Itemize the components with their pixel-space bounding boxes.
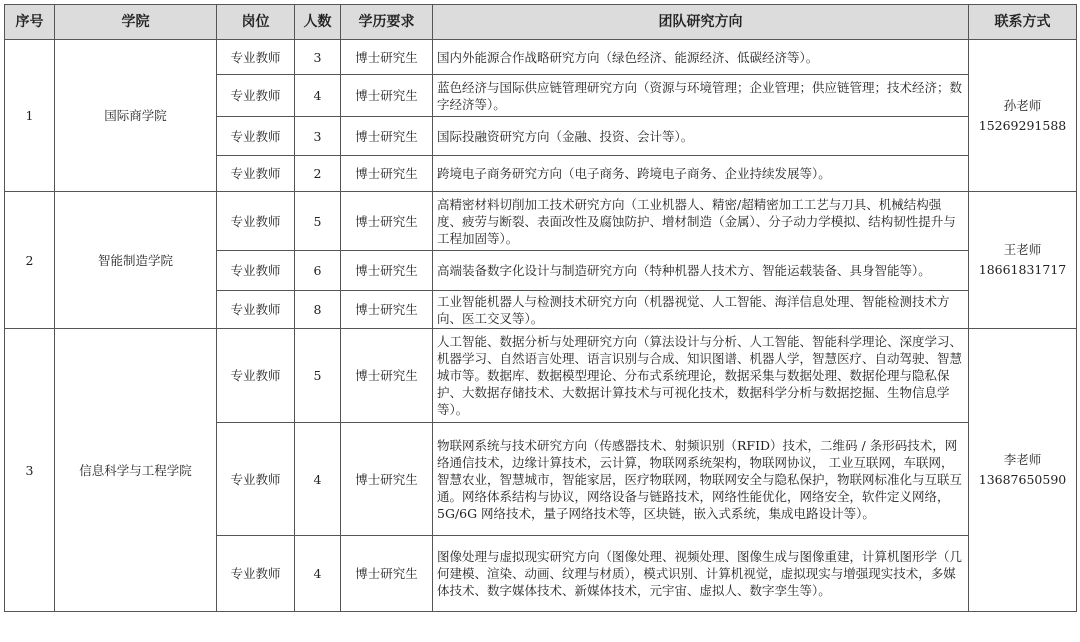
education-cell: 博士研究生 (341, 117, 433, 156)
post-cell: 专业教师 (217, 192, 295, 251)
education-cell: 博士研究生 (341, 536, 433, 612)
count-cell: 2 (295, 156, 341, 192)
education-cell: 博士研究生 (341, 156, 433, 192)
contact-phone: 18661831717 (978, 262, 1067, 277)
seq-cell: 2 (5, 192, 55, 329)
direction-cell: 高端装备数字化设计与制造研究方向（特种机器人技术方、智能运载装备、具身智能等）。 (433, 251, 969, 291)
contact-name: 孙老师 (1003, 97, 1042, 113)
direction-cell: 蓝色经济与国际供应链管理研究方向（资源与环境管理；企业管理；供应链管理；技术经济；数字经济等）。 (433, 75, 969, 117)
direction-cell: 人工智能、数据分析与处理研究方向（算法设计与分析、人工智能、智能科学理论、深度学习、机器学习、自然语言处理、语言识别与合成、知识图谱、机器人学，智慧医疗、自动驾驶、智慧城市等。数据库、数据模型理论、分布式系统理论，数据采集与数据处理、数据伦理与隐私保护、大数据存储技术、大数据计算技术与可视化技术，数据科学分析与数据挖掘、生物信息学等）。 (433, 329, 969, 423)
education-cell: 博士研究生 (341, 291, 433, 329)
header-count: 人数 (295, 5, 341, 40)
college-cell: 信息科学与工程学院 (55, 329, 217, 612)
college-cell: 智能制造学院 (55, 192, 217, 329)
direction-cell: 国际投融资研究方向（金融、投资、会计等）。 (433, 117, 969, 156)
count-cell: 3 (295, 117, 341, 156)
contact-name: 李老师 (1003, 452, 1042, 467)
post-cell: 专业教师 (217, 251, 295, 291)
table-row (5, 40, 1077, 75)
contact-phone: 13687650590 (978, 472, 1067, 487)
header-college: 学院 (55, 5, 217, 40)
post-cell: 专业教师 (217, 291, 295, 329)
post-cell: 专业教师 (217, 423, 295, 536)
header-contact: 联系方式 (969, 5, 1077, 40)
education-cell: 博士研究生 (341, 75, 433, 117)
count-cell: 5 (295, 329, 341, 423)
education-cell: 博士研究生 (341, 423, 433, 536)
education-cell: 博士研究生 (341, 251, 433, 291)
count-cell: 4 (295, 536, 341, 612)
seq-cell: 1 (5, 40, 55, 192)
direction-cell: 工业智能机器人与检测技术研究方向（机器视觉、人工智能、海洋信息处理、智能检测技术方向、医工交叉等）。 (433, 291, 969, 329)
college-cell: 国际商学院 (55, 40, 217, 192)
direction-cell: 国内外能源合作战略研究方向（绿色经济、能源经济、低碳经济等）。 (433, 40, 969, 75)
table-row (5, 329, 1077, 423)
direction-cell: 跨境电子商务研究方向（电子商务、跨境电子商务、企业持续发展等）。 (433, 156, 969, 192)
contact-name: 王老师 (1003, 242, 1042, 257)
header-post: 岗位 (217, 5, 295, 40)
direction-cell: 图像处理与虚拟现实研究方向（图像处理、视频处理、图像生成与图像重建，计算机图形学（几何建模、渲染、动画、纹理与材质），模式识别、计算机视觉，虚拟现实与增强现实技术，多媒体技术、数字媒体技术、新媒体技术，元宇宙、虚拟人、数字孪生等）。 (433, 536, 969, 612)
seq-cell: 3 (5, 329, 55, 612)
count-cell: 5 (295, 192, 341, 251)
post-cell: 专业教师 (217, 75, 295, 117)
header-education: 学历要求 (341, 5, 433, 40)
count-cell: 8 (295, 291, 341, 329)
header-direction: 团队研究方向 (433, 5, 969, 40)
header-row (5, 5, 1077, 40)
count-cell: 4 (295, 423, 341, 536)
count-cell: 6 (295, 251, 341, 291)
post-cell: 专业教师 (217, 156, 295, 192)
header-seq: 序号 (5, 5, 55, 40)
education-cell: 博士研究生 (341, 329, 433, 423)
contact-cell (969, 329, 1077, 612)
education-cell: 博士研究生 (341, 40, 433, 75)
post-cell: 专业教师 (217, 40, 295, 75)
table-row (5, 192, 1077, 251)
post-cell: 专业教师 (217, 536, 295, 612)
post-cell: 专业教师 (217, 117, 295, 156)
direction-cell: 物联网系统与技术研究方向（传感器技术、射频识别（RFID）技术，二维码 / 条形码技术，网络通信技术，边缘计算技术，云计算，物联网系统架构，物联网协议， 工业互联网，车联网，智慧农业，智慧城市，智能家居，医疗物联网，物联网安全与隐私保护，物联网标准化与互联互通。网络体系结构与协议，网络设备与链路技术，网络性能优化，网络安全，软件定义网络，5G/6G 网络技术，量子网络技术等，区块链，嵌入式系统，集成电路设计等）。 (433, 423, 969, 536)
contact-phone: 15269291588 (978, 117, 1067, 133)
education-cell: 博士研究生 (341, 192, 433, 251)
post-cell: 专业教师 (217, 329, 295, 423)
count-cell: 4 (295, 75, 341, 117)
recruitment-table (4, 4, 1077, 612)
contact-cell (969, 192, 1077, 329)
contact-cell (969, 40, 1077, 192)
count-cell: 3 (295, 40, 341, 75)
direction-cell: 高精密材料切削加工技术研究方向（工业机器人、精密/超精密加工工艺与刀具、机械结构强度、疲劳与断裂、表面改性及腐蚀防护、增材制造（金属）、分子动力学模拟、结构韧性提升与工程加固等）。 (433, 192, 969, 251)
